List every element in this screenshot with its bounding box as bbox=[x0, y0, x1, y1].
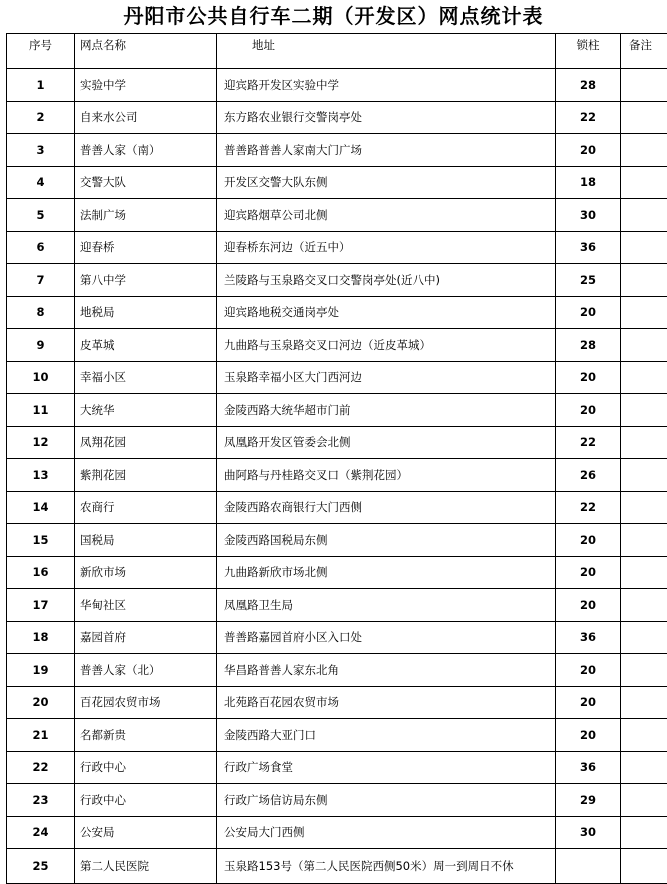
table-header-row bbox=[7, 34, 667, 69]
lock-count: 22 bbox=[556, 101, 621, 134]
row-note bbox=[621, 751, 667, 784]
lock-count: 28 bbox=[556, 329, 621, 362]
station-address: 行政广场信访局东侧 bbox=[217, 784, 556, 817]
row-note bbox=[621, 199, 667, 232]
station-address: 玉泉路153号（第二人民医院西侧50米）周一到周日不休 bbox=[217, 849, 556, 884]
row-number: 20 bbox=[7, 686, 75, 719]
station-name: 自来水公司 bbox=[75, 101, 217, 134]
row-number: 25 bbox=[7, 849, 75, 884]
station-name: 大统华 bbox=[75, 394, 217, 427]
row-note bbox=[621, 524, 667, 557]
station-name: 紫荆花园 bbox=[75, 459, 217, 492]
lock-count: 20 bbox=[556, 654, 621, 687]
row-number: 13 bbox=[7, 459, 75, 492]
row-number: 11 bbox=[7, 394, 75, 427]
row-number: 3 bbox=[7, 134, 75, 167]
row-note bbox=[621, 166, 667, 199]
station-address: 普善路普善人家南大门广场 bbox=[217, 134, 556, 167]
table-row bbox=[7, 459, 667, 492]
row-note bbox=[621, 686, 667, 719]
table-row bbox=[7, 556, 667, 589]
station-address: 九曲路与玉泉路交叉口河边（近皮革城） bbox=[217, 329, 556, 362]
station-name: 名都新贵 bbox=[75, 719, 217, 752]
lock-count: 20 bbox=[556, 361, 621, 394]
station-address: 金陵西路大亚门口 bbox=[217, 719, 556, 752]
row-number: 22 bbox=[7, 751, 75, 784]
table-row bbox=[7, 816, 667, 849]
station-address: 公安局大门西侧 bbox=[217, 816, 556, 849]
lock-count: 20 bbox=[556, 296, 621, 329]
lock-count: 20 bbox=[556, 686, 621, 719]
station-name: 国税局 bbox=[75, 524, 217, 557]
row-number: 4 bbox=[7, 166, 75, 199]
station-address: 凤凰路卫生局 bbox=[217, 589, 556, 622]
table-row bbox=[7, 231, 667, 264]
row-number: 2 bbox=[7, 101, 75, 134]
row-number: 7 bbox=[7, 264, 75, 297]
station-address: 兰陵路与玉泉路交叉口交警岗亭处(近八中) bbox=[217, 264, 556, 297]
row-number: 14 bbox=[7, 491, 75, 524]
row-note bbox=[621, 296, 667, 329]
station-name: 法制广场 bbox=[75, 199, 217, 232]
station-address: 金陵西路农商银行大门西侧 bbox=[217, 491, 556, 524]
table-row bbox=[7, 589, 667, 622]
station-name: 迎春桥 bbox=[75, 231, 217, 264]
lock-count: 30 bbox=[556, 816, 621, 849]
table-row bbox=[7, 361, 667, 394]
row-number: 17 bbox=[7, 589, 75, 622]
station-name: 公安局 bbox=[75, 816, 217, 849]
row-number: 23 bbox=[7, 784, 75, 817]
station-table bbox=[6, 33, 667, 884]
row-number: 18 bbox=[7, 621, 75, 654]
lock-count: 36 bbox=[556, 751, 621, 784]
station-name: 嘉园首府 bbox=[75, 621, 217, 654]
row-number: 9 bbox=[7, 329, 75, 362]
row-note bbox=[621, 426, 667, 459]
table-row bbox=[7, 784, 667, 817]
lock-count: 36 bbox=[556, 231, 621, 264]
station-name: 幸福小区 bbox=[75, 361, 217, 394]
station-address: 北苑路百花园农贸市场 bbox=[217, 686, 556, 719]
row-number: 1 bbox=[7, 69, 75, 102]
lock-count: 22 bbox=[556, 426, 621, 459]
row-number: 21 bbox=[7, 719, 75, 752]
station-name: 皮革城 bbox=[75, 329, 217, 362]
row-note bbox=[621, 69, 667, 102]
table-row bbox=[7, 686, 667, 719]
station-address: 迎宾路地税交通岗亭处 bbox=[217, 296, 556, 329]
row-number: 6 bbox=[7, 231, 75, 264]
lock-count: 20 bbox=[556, 134, 621, 167]
table-row bbox=[7, 199, 667, 232]
station-address: 华昌路普善人家东北角 bbox=[217, 654, 556, 687]
lock-count: 20 bbox=[556, 589, 621, 622]
table-row bbox=[7, 491, 667, 524]
row-number: 8 bbox=[7, 296, 75, 329]
station-name: 普善人家（南） bbox=[75, 134, 217, 167]
table-row bbox=[7, 101, 667, 134]
lock-count bbox=[556, 849, 621, 884]
station-address: 金陵西路大统华超市门前 bbox=[217, 394, 556, 427]
station-address: 迎宾路烟草公司北侧 bbox=[217, 199, 556, 232]
row-number: 19 bbox=[7, 654, 75, 687]
station-name: 普善人家（北） bbox=[75, 654, 217, 687]
table-row bbox=[7, 719, 667, 752]
lock-count: 30 bbox=[556, 199, 621, 232]
table-row bbox=[7, 264, 667, 297]
station-address: 凤凰路开发区管委会北侧 bbox=[217, 426, 556, 459]
station-address: 普善路嘉园首府小区入口处 bbox=[217, 621, 556, 654]
row-note bbox=[621, 719, 667, 752]
row-number: 12 bbox=[7, 426, 75, 459]
lock-count: 29 bbox=[556, 784, 621, 817]
row-note bbox=[621, 134, 667, 167]
row-note bbox=[621, 621, 667, 654]
table-row bbox=[7, 654, 667, 687]
page-title: 丹阳市公共自行车二期（开发区）网点统计表 bbox=[0, 2, 667, 30]
table-row bbox=[7, 751, 667, 784]
station-name: 行政中心 bbox=[75, 751, 217, 784]
station-address: 行政广场食堂 bbox=[217, 751, 556, 784]
table-body bbox=[7, 69, 667, 884]
station-address: 曲阿路与丹桂路交叉口（紫荆花园） bbox=[217, 459, 556, 492]
station-name: 行政中心 bbox=[75, 784, 217, 817]
table-row bbox=[7, 524, 667, 557]
station-address: 迎春桥东河边（近五中） bbox=[217, 231, 556, 264]
header-no: 序号 bbox=[7, 34, 75, 69]
row-note bbox=[621, 231, 667, 264]
row-note bbox=[621, 459, 667, 492]
row-note bbox=[621, 394, 667, 427]
table-row bbox=[7, 329, 667, 362]
station-address: 玉泉路幸福小区大门西河边 bbox=[217, 361, 556, 394]
table-row bbox=[7, 296, 667, 329]
lock-count: 20 bbox=[556, 394, 621, 427]
lock-count: 26 bbox=[556, 459, 621, 492]
lock-count: 28 bbox=[556, 69, 621, 102]
row-note bbox=[621, 784, 667, 817]
row-note bbox=[621, 264, 667, 297]
station-name: 第二人民医院 bbox=[75, 849, 217, 884]
table-row bbox=[7, 166, 667, 199]
station-name: 地税局 bbox=[75, 296, 217, 329]
row-note bbox=[621, 556, 667, 589]
row-number: 10 bbox=[7, 361, 75, 394]
station-name: 百花园农贸市场 bbox=[75, 686, 217, 719]
header-note: 备注 bbox=[621, 34, 667, 69]
row-note bbox=[621, 491, 667, 524]
lock-count: 20 bbox=[556, 524, 621, 557]
station-address: 迎宾路开发区实验中学 bbox=[217, 69, 556, 102]
lock-count: 20 bbox=[556, 719, 621, 752]
row-note bbox=[621, 654, 667, 687]
station-name: 华甸社区 bbox=[75, 589, 217, 622]
row-note bbox=[621, 849, 667, 884]
lock-count: 25 bbox=[556, 264, 621, 297]
lock-count: 22 bbox=[556, 491, 621, 524]
table-row bbox=[7, 426, 667, 459]
header-name: 网点名称 bbox=[75, 34, 217, 69]
row-note bbox=[621, 589, 667, 622]
row-note bbox=[621, 101, 667, 134]
station-address: 开发区交警大队东侧 bbox=[217, 166, 556, 199]
station-address: 九曲路新欣市场北侧 bbox=[217, 556, 556, 589]
row-number: 16 bbox=[7, 556, 75, 589]
station-name: 农商行 bbox=[75, 491, 217, 524]
row-note bbox=[621, 361, 667, 394]
row-number: 5 bbox=[7, 199, 75, 232]
row-note bbox=[621, 816, 667, 849]
lock-count: 20 bbox=[556, 556, 621, 589]
lock-count: 36 bbox=[556, 621, 621, 654]
table-row bbox=[7, 394, 667, 427]
station-address: 金陵西路国税局东侧 bbox=[217, 524, 556, 557]
row-note bbox=[621, 329, 667, 362]
table-row bbox=[7, 621, 667, 654]
station-name: 凤翔花园 bbox=[75, 426, 217, 459]
station-name: 第八中学 bbox=[75, 264, 217, 297]
station-name: 实验中学 bbox=[75, 69, 217, 102]
station-address: 东方路农业银行交警岗亭处 bbox=[217, 101, 556, 134]
header-locks: 锁柱 bbox=[556, 34, 621, 69]
lock-count: 18 bbox=[556, 166, 621, 199]
row-number: 24 bbox=[7, 816, 75, 849]
row-number: 15 bbox=[7, 524, 75, 557]
station-name: 交警大队 bbox=[75, 166, 217, 199]
header-address: 地址 bbox=[217, 34, 556, 69]
table-row bbox=[7, 134, 667, 167]
station-name: 新欣市场 bbox=[75, 556, 217, 589]
table-row bbox=[7, 69, 667, 102]
table-row bbox=[7, 849, 667, 884]
